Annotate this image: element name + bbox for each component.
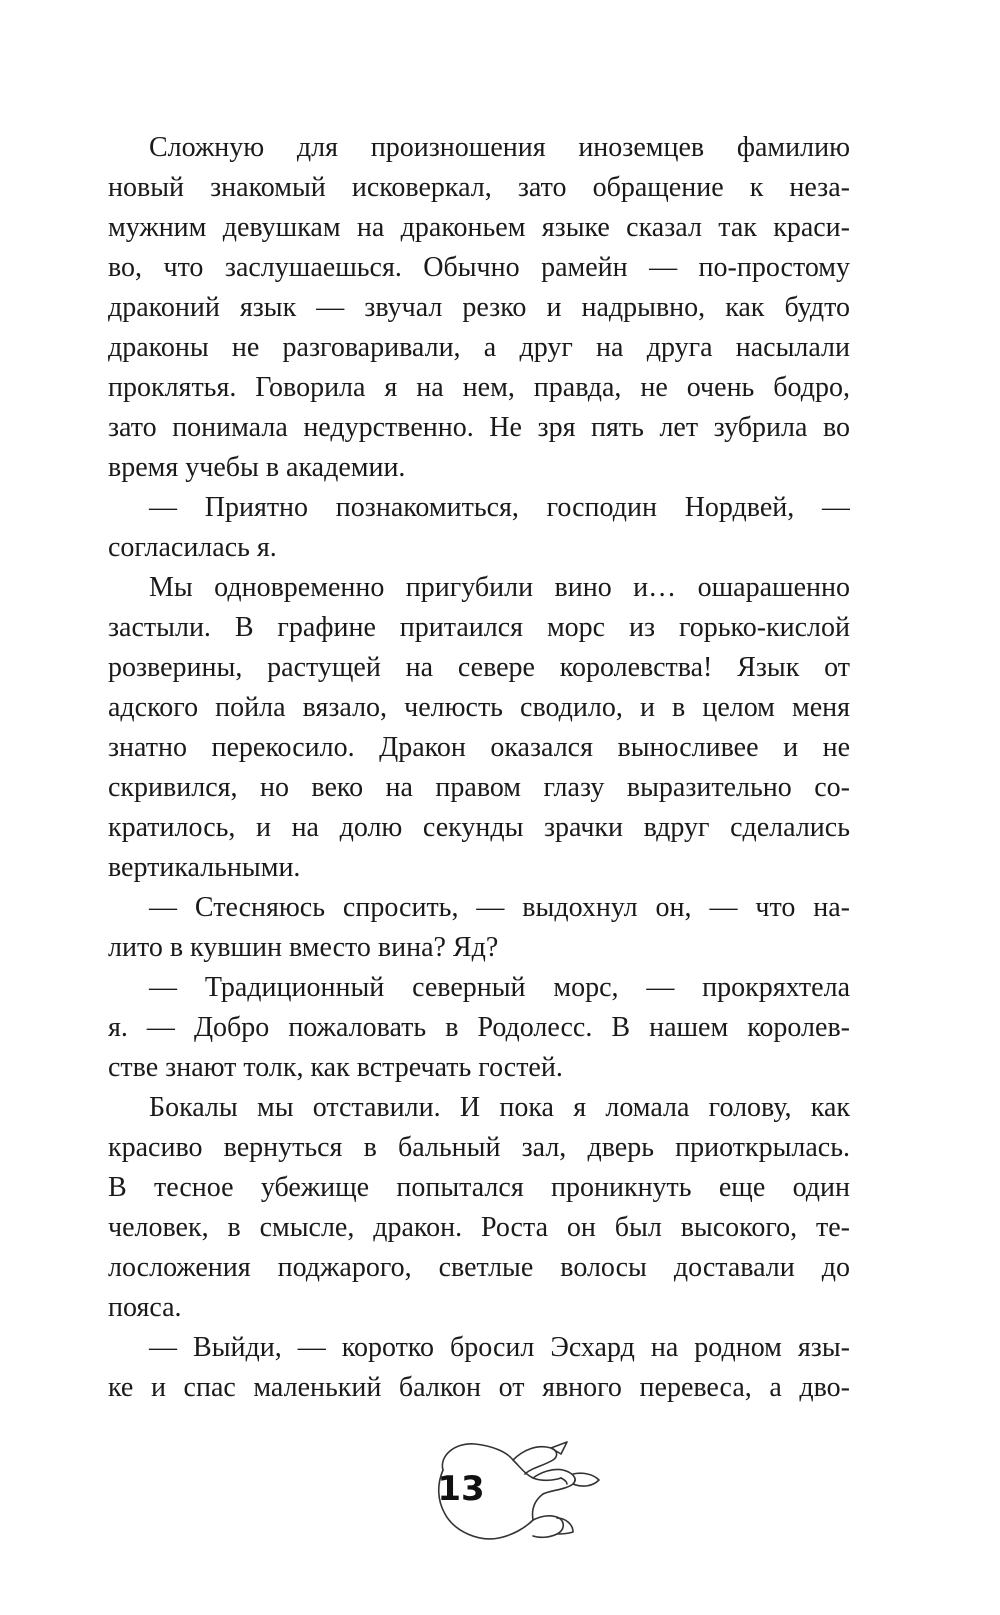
text-line: время учебы в академии. [108, 452, 406, 483]
text-line: Бокалы мы отставили. И пока я ломала голову, как [149, 1092, 850, 1123]
text-line: вертикальными. [108, 852, 301, 883]
text-line: новый знакомый исковеркал, зато обращение к неза- [108, 172, 850, 203]
text-line: Сложную для произношения иноземцев фамилию [149, 132, 850, 163]
text-line: розверины, растущей на севере королевства! Язык от [108, 652, 850, 683]
text-line: скривился, но веко на правом глазу выразительно со- [108, 772, 850, 803]
page-number: 13 [437, 1469, 485, 1509]
text-line: — Выйди, — коротко бросил Эсхард на родном язы- [149, 1332, 850, 1363]
text-line: я. — Добро пожаловать в Родолесс. В нашем королев- [108, 1012, 850, 1043]
text-line: мужним девушкам на драконьем языке сказал так краси- [108, 212, 850, 243]
text-line: во, что заслушаешься. Обычно рамейн — по-простому [108, 252, 850, 283]
text-line: — Приятно познакомиться, господин Нордвей, — [149, 492, 850, 523]
page-folio [433, 1438, 613, 1548]
text-line: пояса. [108, 1292, 182, 1323]
text-line: Мы одновременно пригубили вино и… ошарашенно [149, 572, 850, 603]
text-line: застыли. В графине притаился морс из горько-кислой [108, 612, 850, 643]
text-line: проклятья. Говорила я на нем, правда, не очень бодро, [108, 372, 850, 403]
text-line: драконий язык — звучал резко и надрывно, как будто [108, 292, 850, 323]
text-line: красиво вернуться в бальный зал, дверь приоткрылась. [108, 1132, 850, 1163]
text-line: знатно перекосило. Дракон оказался выносливее и не [108, 732, 850, 763]
text-line: стве знают толк, как встречать гостей. [108, 1052, 563, 1083]
text-line: — Стесняюсь спросить, — выдохнул он, — что на- [149, 892, 850, 923]
text-line: зато понимала недурственно. Не зря пять лет зубрила во [108, 412, 850, 443]
text-line: В тесное убежище попытался проникнуть еще один [108, 1172, 850, 1203]
text-line: лосложения поджарого, светлые волосы доставали до [108, 1252, 850, 1283]
page-text [108, 128, 850, 1408]
text-line: кратилось, и на долю секунды зрачки вдруг сделались [108, 812, 850, 843]
text-line: адского пойла вязало, челюсть сводило, и в целом меня [108, 692, 850, 723]
text-line: ке и спас маленький балкон от явного перевеса, а дво- [108, 1372, 850, 1403]
text-line: — Традиционный северный морс, — прокряхтела [149, 972, 850, 1003]
text-line: лито в кувшин вместо вина? Яд? [108, 932, 499, 963]
text-line: согласилась я. [108, 532, 277, 563]
text-line: драконы не разговаривали, а друг на друга насылали [108, 332, 850, 363]
text-line: человек, в смысле, дракон. Роста он был высокого, те- [108, 1212, 850, 1243]
